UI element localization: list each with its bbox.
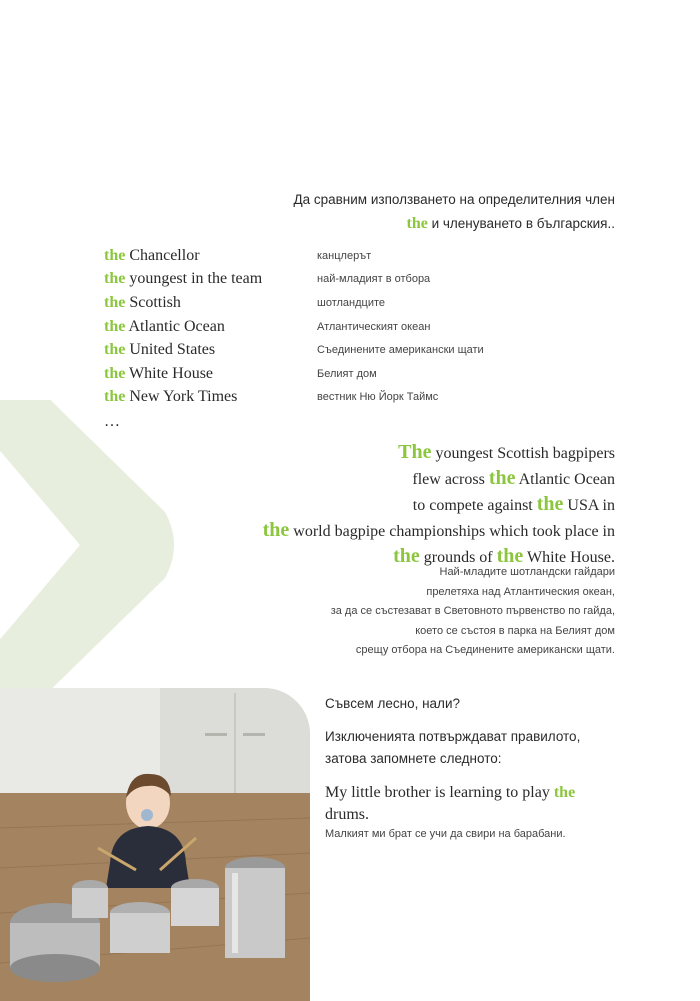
list-item (104, 315, 524, 339)
easy-question: Съвсем лесно, нали? (325, 696, 460, 711)
article-the: the (406, 215, 428, 232)
translation-line: срещу отбора на Съединените американски щати. (355, 644, 615, 657)
example-bulgarian: шотландците (317, 296, 386, 309)
example-bulgarian: канцлерът (317, 249, 372, 262)
exception-translation: Малкият ми брат се учи да свири на барабани. (325, 828, 566, 840)
article-the: the (104, 364, 126, 382)
list-item (104, 268, 524, 292)
article-the: The (398, 441, 432, 463)
list-item (104, 362, 524, 386)
example-bulgarian: Атлантическият океан (317, 320, 431, 333)
translation-line: прелетяха над Атлантическия океан, (426, 585, 615, 598)
child-playing-pots-photo (0, 688, 310, 1001)
article-the: the (496, 545, 524, 567)
intro-text (293, 188, 615, 236)
list-item (104, 338, 524, 362)
article-the: the (104, 246, 126, 264)
paragraph-text: USA in (563, 497, 615, 514)
paragraph-translation (331, 563, 615, 661)
exceptions-note: Изключенията потвърждават правилото, затова запомнете следното: (325, 729, 581, 766)
article-the: the (262, 519, 290, 541)
example-bulgarian: Белият дом (317, 367, 377, 380)
list-item (104, 386, 524, 410)
example-english: United States (125, 341, 216, 359)
article-the: the (488, 467, 516, 489)
example-english: White House (125, 364, 214, 382)
paragraph-text: White House. (523, 549, 615, 566)
sentence-text: drums. (325, 806, 369, 823)
example-bulgarian: вестник Ню Йорк Таймс (317, 391, 439, 404)
examples-list (104, 244, 524, 409)
article-the: the (104, 317, 126, 335)
article-the: the (553, 784, 576, 801)
paragraph-line-4 (263, 518, 615, 544)
paragraph-line-3 (263, 492, 615, 518)
chevron-right-icon (0, 400, 180, 690)
article-the: the (536, 493, 564, 515)
article-the: the (104, 341, 126, 359)
list-item (104, 291, 524, 315)
intro-line-1: Да сравним използването на определителния член (293, 192, 615, 207)
example-bulgarian: най-младият в отбора (317, 273, 431, 286)
ellipsis: … (104, 413, 120, 430)
paragraph-line-2 (263, 466, 615, 492)
exception-sentence (325, 782, 615, 826)
example-english: Atlantic Ocean (125, 317, 225, 335)
paragraph-text: Atlantic Ocean (515, 471, 615, 488)
paragraph-text: grounds of (419, 549, 497, 566)
article-the: the (104, 388, 126, 406)
example-english: Chancellor (125, 246, 200, 264)
paragraph-text: youngest Scottish bagpipers (431, 445, 615, 462)
translation-line: което се състоя в парка на Белият дом (415, 624, 615, 637)
example-english: youngest in the team (125, 270, 263, 288)
sentence-text: My little brother is learning to play (325, 784, 554, 801)
example-bulgarian: Съединените американски щати (317, 344, 484, 357)
paragraph-text: to compete against (412, 497, 537, 514)
intro-line-2 (293, 212, 615, 236)
example-english: New York Times (125, 388, 238, 406)
paragraph-text: world bagpipe championships which took place in (289, 523, 615, 540)
translation-line: за да се състезават в Световното първенство по гайда, (330, 605, 615, 618)
list-item (104, 244, 524, 268)
article-the: the (104, 270, 126, 288)
article-the: the (393, 545, 420, 567)
article-the: the (104, 293, 126, 311)
intro-line-2-text: и членуването в българския.. (427, 216, 615, 231)
example-paragraph (263, 440, 615, 570)
paragraph-text: flew across (412, 471, 489, 488)
exceptions-section (325, 695, 615, 840)
example-english: Scottish (125, 293, 181, 311)
translation-line: Най-младите шотландски гайдари (439, 566, 615, 578)
paragraph-line-1 (263, 440, 615, 466)
